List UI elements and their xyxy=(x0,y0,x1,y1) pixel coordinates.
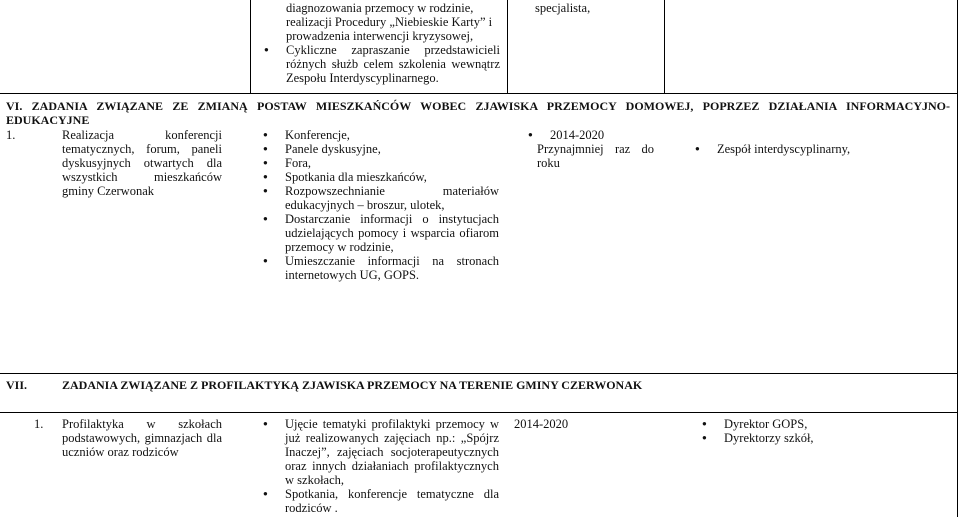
list-item: ● Panele dyskusyjne, xyxy=(261,142,499,156)
section-6-term xyxy=(512,128,660,170)
list-item: ● Spotkania, konferencje tematyczne dla rodziców . xyxy=(261,487,499,515)
section-6-task: Realizacja konferencji tematycznych, forum, paneli dyskusyjnych otwartych dla wszystkich mieszkańców gminy Czerwonak xyxy=(62,128,222,198)
top-left-cell xyxy=(262,1,500,85)
top-left-line: realizacji Procedury „Niebieskie Karty” i xyxy=(286,15,493,29)
list-item: ● Zespół interdyscyplinarny, xyxy=(693,142,953,156)
term-frequency: Przynajmniej raz do roku xyxy=(537,142,654,170)
section-7-number: VII. xyxy=(6,378,28,392)
term-bullets xyxy=(512,128,660,142)
top-left-line: diagnozowania przemocy w rodzinie, xyxy=(286,1,474,15)
section-6-actions xyxy=(261,128,499,282)
top-right-cell: specjalista, xyxy=(535,1,591,15)
grid-line xyxy=(250,0,251,93)
top-left-bullets xyxy=(262,43,500,85)
section-7-task: Profilaktyka w szkołach podstawowych, gimnazjach dla uczniów oraz rodziców xyxy=(62,417,222,459)
grid-line xyxy=(664,0,665,93)
section-7-responsible xyxy=(700,417,950,445)
section-7-header: ZADANIA ZWIĄZANE Z PROFILAKTYKĄ ZJAWISKA PRZEMOCY NA TERENIE GMINY CZERWONAK xyxy=(62,378,643,392)
section-7-term: 2014-2020 xyxy=(514,417,569,431)
list-item: ● Umieszczanie informacji na stronach internetowych UG, GOPS. xyxy=(261,254,499,282)
grid-line xyxy=(507,0,508,93)
list-item: ● Dostarczanie informacji o instytucjach udzielających pomocy i wsparcia ofiarom przemocy w rodzinie, xyxy=(261,212,499,254)
list-item: ● Dyrektor GOPS, xyxy=(700,417,950,431)
list-item: ● Ujęcie tematyki profilaktyki przemocy w już realizowanych zajęciach np.: „Spójrz Inaczej”, zajęciach socjoterapeutycznych oraz innych działaniach profilaktycznych w szkołach, xyxy=(261,417,499,487)
grid-line xyxy=(0,93,958,94)
grid-line xyxy=(0,412,958,413)
list-item: ● Spotkania dla mieszkańców, xyxy=(261,170,499,184)
list-item: ● Cykliczne zapraszanie przedstawicieli różnych służb celem szkolenia wewnątrz Zespołu Interdyscyplinarnego. xyxy=(262,43,500,85)
grid-line xyxy=(957,0,958,517)
list-item: ● Konferencje, xyxy=(261,128,499,142)
list-item: ● Fora, xyxy=(261,156,499,170)
section-7-actions xyxy=(261,417,499,515)
section-6-responsible xyxy=(693,142,953,156)
top-left-line: prowadzenia interwencji kryzysowej, xyxy=(286,29,474,43)
section-6-header: VI. ZADANIA ZWIĄZANE ZE ZMIANĄ POSTAW MIESZKAŃCÓW WOBEC ZJAWISKA PRZEMOCY DOMOWEJ, POPRZEZ DZIAŁANIA INFORMACYJNO-EDUKACYJNE xyxy=(6,99,950,127)
section-7-row-number: 1. xyxy=(34,417,44,431)
section-6-row-number: 1. xyxy=(6,128,16,142)
grid-line xyxy=(0,373,958,374)
list-item: ● Rozpowszechnianie materiałów edukacyjnych – broszur, ulotek, xyxy=(261,184,499,212)
list-item: ● 2014-2020 xyxy=(526,128,660,142)
list-item: ● Dyrektorzy szkół, xyxy=(700,431,950,445)
